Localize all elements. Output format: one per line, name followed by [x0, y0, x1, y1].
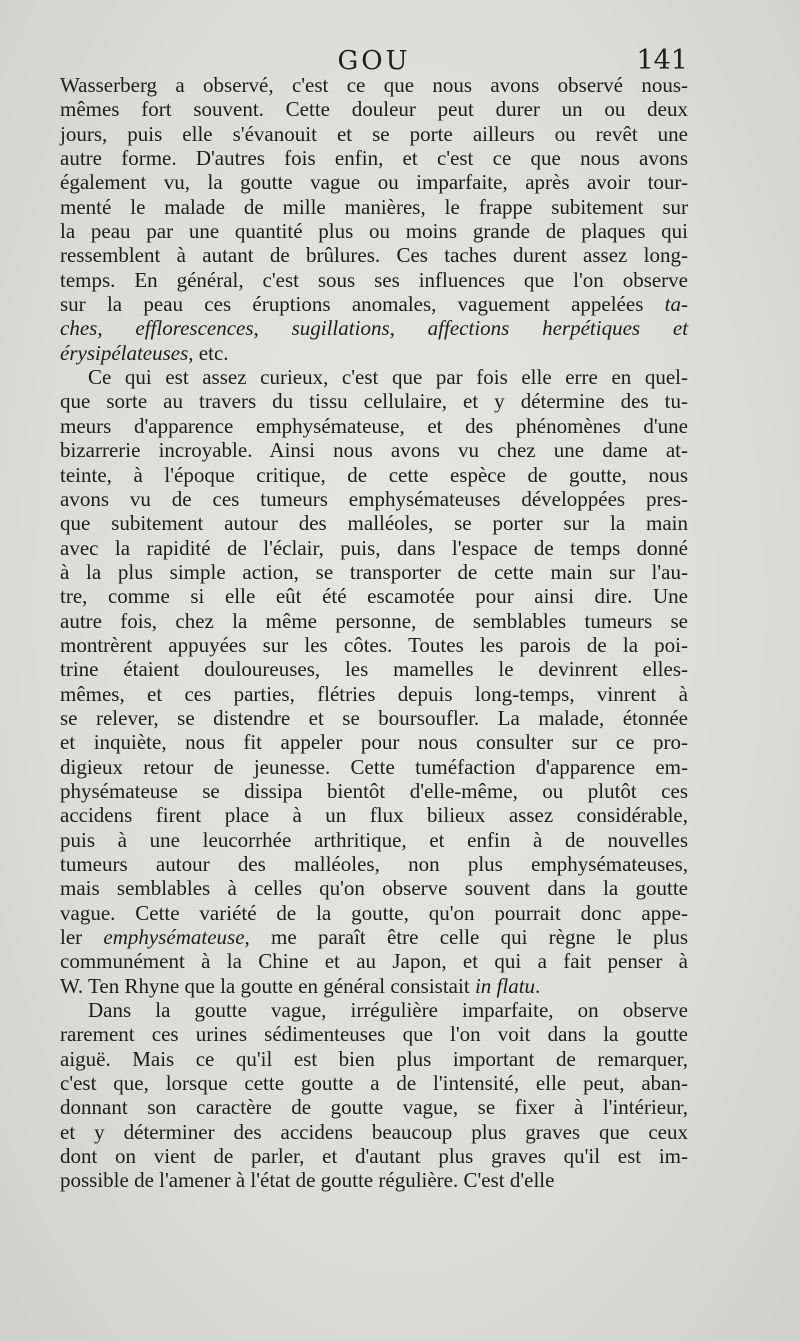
text-line	[60, 657, 688, 681]
text-line	[60, 487, 688, 511]
italic-term: ta-	[664, 292, 688, 317]
text-line	[60, 901, 688, 925]
text-run: avec la rapidité de l'éclair, puis, dans l'espace de temps donné	[60, 535, 688, 560]
text-line	[60, 706, 688, 730]
text-run: communément à la Chine et au Japon, et qui a fait penser à	[60, 949, 688, 974]
text-line	[60, 803, 688, 827]
italic-term: sugillations	[291, 316, 390, 341]
text-line	[60, 389, 688, 413]
text-line	[60, 682, 688, 706]
text-line	[60, 536, 688, 560]
text-run: que subitement autour des malléoles, se porter sur la main	[60, 511, 688, 536]
text-run: ,	[97, 316, 136, 341]
text-run: donnant son caractère de goutte vague, se fixer à l'intérieur,	[60, 1095, 688, 1120]
text-line	[60, 1071, 688, 1095]
text-run: .	[535, 973, 541, 998]
text-run: se relever, se distendre et se boursoufler. La malade, étonnée	[60, 705, 688, 730]
text-run: ,	[253, 316, 292, 341]
text-run: vague. Cette variété de la goutte, qu'on pourrait donc appe-	[60, 900, 688, 925]
text-run: temps. En général, c'est sous ses influences que l'on observe	[60, 267, 688, 292]
text-line	[60, 316, 688, 340]
text-line	[60, 73, 688, 97]
paragraph	[60, 998, 688, 1193]
text-line	[60, 1144, 688, 1168]
text-line	[60, 511, 688, 535]
text-line	[60, 925, 688, 949]
text-line	[60, 730, 688, 754]
text-run: montrèrent appuyées sur les côtes. Toutes les parois de la poi-	[60, 632, 688, 657]
text-run: jours, puis elle s'évanouit et se porte ailleurs ou revêt une	[60, 121, 688, 146]
text-line	[60, 170, 688, 194]
text-line	[60, 584, 688, 608]
italic-term: ches	[60, 316, 98, 341]
text-run: Ce qui est assez curieux, c'est que par fois elle erre en quel-	[88, 365, 688, 390]
text-line	[60, 949, 688, 973]
text-line	[60, 438, 688, 462]
text-line	[60, 828, 688, 852]
text-run: que sorte au travers du tissu cellulaire, et y détermine des tu-	[60, 389, 688, 414]
text-line	[60, 1168, 688, 1192]
text-run: Wasserberg a observé, c'est ce que nous avons observé nous-	[60, 73, 688, 97]
text-run: possible de l'amener à l'état de goutte régulière. C'est d'elle	[60, 1168, 555, 1193]
text-run: sur la peau ces éruptions anomales, vaguement appelées	[60, 292, 665, 317]
text-run: c'est que, lorsque cette goutte a de l'intensité, elle peut, aban-	[60, 1071, 688, 1096]
text-run: tre, comme si elle eût été escamotée pour ainsi dire. Une	[60, 584, 688, 609]
italic-term: efflorescences	[135, 316, 254, 341]
text-run: , etc.	[188, 340, 229, 365]
text-run: ressemblent à autant de brûlures. Ces taches durent assez long-	[60, 243, 688, 268]
text-run: rarement ces urines sédimenteuses que l'on voit dans la goutte	[60, 1022, 688, 1047]
body-text	[60, 73, 688, 1193]
text-run: accidens firent place à un flux bilieux assez considérable,	[60, 803, 688, 828]
text-line	[60, 852, 688, 876]
text-run: , me paraît être celle qui règne le plus	[244, 925, 688, 950]
italic-term: érysipélateuses	[60, 340, 189, 365]
text-line	[60, 1120, 688, 1144]
text-run: ,	[389, 316, 428, 341]
text-line	[60, 974, 688, 998]
text-run: physémateuse se dissipa bientôt d'elle-même, ou plutôt ces	[60, 778, 688, 803]
text-line	[60, 292, 688, 316]
text-run: tumeurs autour des malléoles, non plus emphysémateuses,	[60, 852, 688, 876]
text-run: mêmes, et ces parties, flétries depuis long-temps, vinrent à	[60, 681, 688, 706]
italic-term: in flatu	[474, 973, 536, 998]
text-line	[60, 633, 688, 657]
text-run: teinte, à l'époque critique, de cette espèce de goutte, nous	[60, 462, 688, 487]
text-line	[60, 876, 688, 900]
text-line	[60, 609, 688, 633]
text-line	[60, 1022, 688, 1046]
text-run: autre fois, chez la même personne, de semblables tumeurs se	[60, 608, 688, 633]
text-line	[60, 779, 688, 803]
text-run: aiguë. Mais ce qu'il est bien plus important de remarquer,	[60, 1046, 688, 1071]
text-run: autre forme. D'autres fois enfin, et c'est ce que nous avons	[60, 146, 688, 171]
text-run: avons vu de ces tumeurs emphysémateuses développées pres-	[60, 486, 688, 511]
text-line	[60, 195, 688, 219]
text-run: Dans la goutte vague, irrégulière imparfaite, on observe	[88, 998, 688, 1023]
italic-term: emphysémateuse	[103, 925, 245, 950]
text-line	[60, 122, 688, 146]
text-run: meurs d'apparence emphysémateuse, et des phénomènes d'une	[60, 413, 688, 438]
text-run: la peau par une quantité plus ou moins grande de plaques qui	[60, 219, 688, 244]
text-line	[60, 463, 688, 487]
italic-term: affections herpétiques et	[427, 316, 689, 341]
text-line	[60, 219, 688, 243]
text-line	[60, 755, 688, 779]
paragraph	[60, 365, 688, 998]
text-run: à la plus simple action, se transporter de cette main sur l'au-	[60, 559, 688, 584]
text-line	[60, 268, 688, 292]
text-run: également vu, la goutte vague ou imparfaite, après avoir tour-	[60, 170, 688, 195]
text-run: ler	[60, 925, 104, 950]
text-run: et y déterminer des accidens beaucoup plus graves que ceux	[60, 1119, 688, 1144]
text-line	[60, 998, 688, 1022]
text-run: menté le malade de mille manières, le frappe subitement sur	[60, 194, 688, 219]
text-line	[60, 560, 688, 584]
text-run: mais semblables à celles qu'on observe souvent dans la goutte	[60, 876, 688, 901]
text-line	[60, 414, 688, 438]
page-number: 141	[636, 45, 688, 76]
running-head: GOU	[337, 46, 411, 76]
paragraph	[60, 73, 688, 365]
text-run: W. Ten Rhyne que la goutte en général consistait	[60, 973, 475, 998]
text-run: digieux retour de jeunesse. Cette tuméfaction d'apparence em-	[60, 754, 688, 779]
text-line	[60, 365, 688, 389]
text-run: trine étaient douloureuses, les mamelles le devinrent elles-	[60, 657, 688, 682]
text-line	[60, 1047, 688, 1071]
text-run: puis à une leucorrhée arthritique, et enfin à de nouvelles	[60, 827, 688, 852]
text-line	[60, 243, 688, 267]
text-line	[60, 146, 688, 170]
text-line	[60, 1095, 688, 1119]
text-run: bizarrerie incroyable. Ainsi nous avons vu chez une dame at-	[60, 438, 688, 463]
text-run: mêmes fort souvent. Cette douleur peut durer un ou deux	[60, 97, 688, 122]
text-run: dont on vient de parler, et d'autant plus graves qu'il est im-	[60, 1144, 688, 1169]
text-line	[60, 341, 688, 365]
text-line	[60, 97, 688, 121]
text-run: et inquiète, nous fit appeler pour nous consulter sur ce pro-	[60, 730, 688, 755]
